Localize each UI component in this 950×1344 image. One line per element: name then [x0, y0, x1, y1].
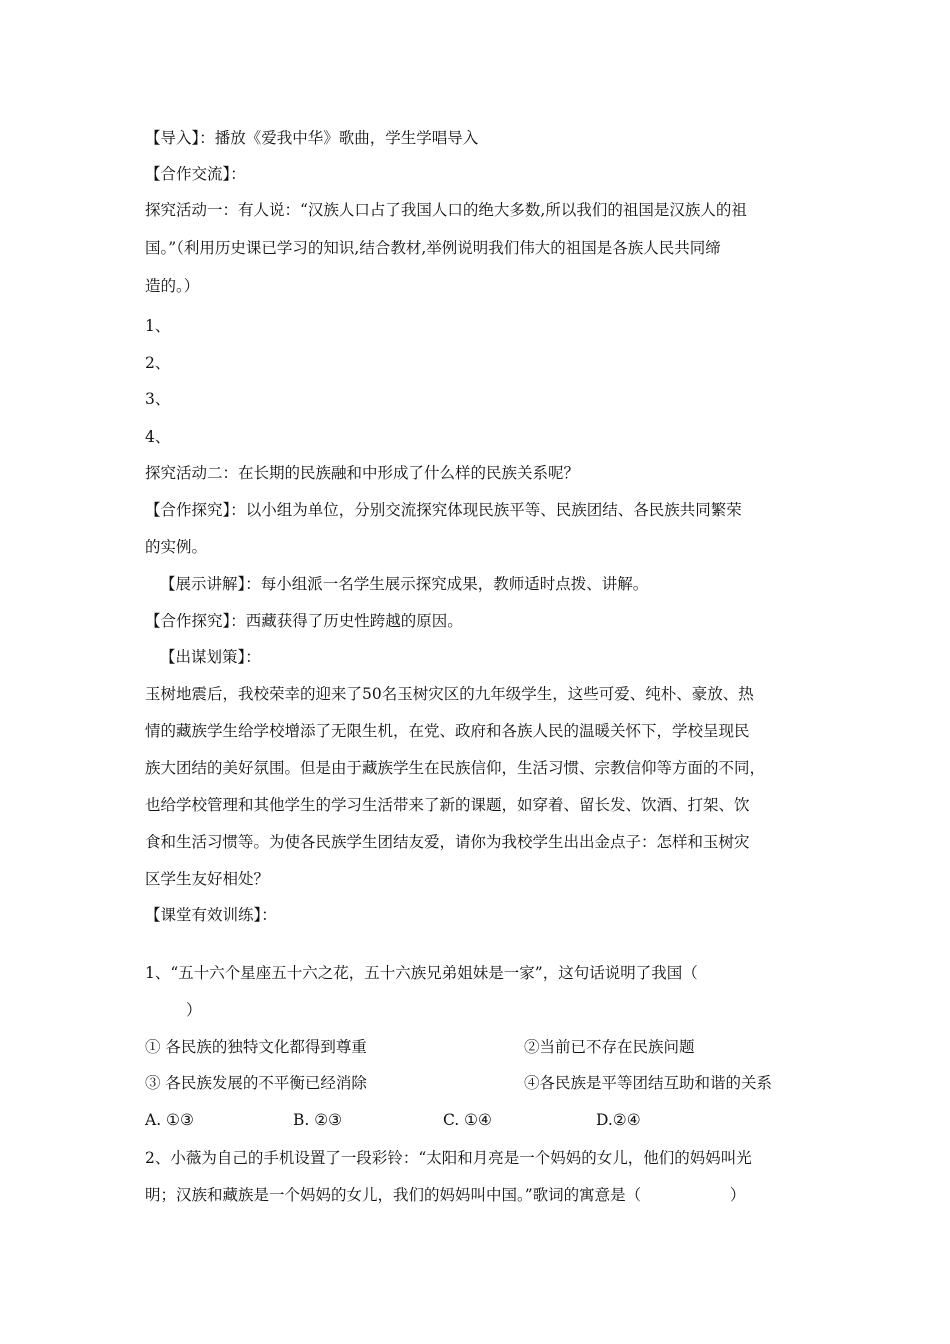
choice-b: B. ②③ [293, 1111, 343, 1129]
option-1: ① 各民族的独特文化都得到尊重 [145, 1038, 367, 1056]
paragraph-line3: 族大团结的美好氛围。但是由于藏族学生在民族信仰，生活习惯、宗教信仰等方面的不同， [145, 759, 766, 777]
paragraph-line1: 玉树地震后，我校荣幸的迎来了50名玉树灾区的九年级学生，这些可爱、纯朴、豪放、热 [145, 685, 754, 703]
activity1-line3: 造的。） [145, 277, 200, 295]
question2-line1: 2、小薇为自己的手机设置了一段彩铃：“太阳和月亮是一个妈妈的女儿，他们的妈妈叫光 [145, 1149, 752, 1167]
activity1-line2: 国。”（利用历史课已学习的知识,结合教材,举例说明我们伟大的祖国是各族人民共同缔 [145, 239, 721, 257]
training-heading: 【课堂有效训练】： [145, 906, 277, 924]
paragraph-line2: 情的藏族学生给学校增添了无限生机，在党、政府和各族人民的温暖关怀下，学校呈现民 [145, 722, 750, 740]
question1-line1: 1、“五十六个星座五十六之花，五十六族兄弟姐妹是一家”，这句话说明了我国（ [145, 964, 698, 982]
option-4: ④各民族是平等团结互助和谐的关系 [524, 1074, 773, 1092]
coop-inquiry1-line2: 的实例。 [145, 538, 208, 556]
choice-a: A. ①③ [145, 1111, 194, 1129]
activity1-line1: 探究活动一：有人说：“汉族人口占了我国人口的绝大多数,所以我们的祖国是汉族人的祖 [145, 201, 747, 219]
choice-c: C. ①④ [443, 1111, 492, 1129]
intro-line: 【导入】：播放《爱我中华》歌曲，学生学唱导入 [145, 129, 479, 147]
option-2: ②当前已不存在民族问题 [524, 1038, 695, 1056]
list-item-2: 2、 [145, 354, 171, 372]
coop-inquiry2-line: 【合作探究】：西藏获得了历史性跨越的原因。 [145, 612, 463, 630]
coop-inquiry1-line1: 【合作探究】：以小组为单位，分别交流探究体现民族平等、民族团结、各民族共同繁荣 [145, 501, 742, 519]
list-item-1: 1、 [145, 317, 171, 335]
list-item-3: 3、 [145, 390, 171, 408]
presentation-line: 【展示讲解】：每小组派一名学生展示探究成果，教师适时点拨、讲解。 [160, 575, 649, 593]
paragraph-line6: 区学生友好相处？ [145, 870, 270, 888]
activity2-line: 探究活动二：在长期的民族融和中形成了什么样的民族关系呢？ [145, 464, 580, 482]
question1-line2: ） [186, 1001, 202, 1019]
choice-d: D.②④ [596, 1111, 641, 1129]
list-item-4: 4、 [145, 428, 171, 446]
coop-exchange-heading: 【合作交流】： [145, 165, 246, 183]
option-3: ③ 各民族发展的不平衡已经消除 [145, 1074, 367, 1092]
advice-heading: 【出谋划策】： [160, 648, 261, 666]
question2-line2: 明；汉族和藏族是一个妈妈的女儿，我们的妈妈叫中国。”歌词的寓意是（ ） [145, 1186, 746, 1204]
paragraph-line4: 也给学校管理和其他学生的学习生活带来了新的课题，如穿着、留长发、饮酒、打架、饮 [145, 796, 750, 814]
paragraph-line5: 食和生活习惯等。为使各民族学生团结友爱，请你为我校学生出出金点子：怎样和玉树灾 [145, 833, 750, 851]
